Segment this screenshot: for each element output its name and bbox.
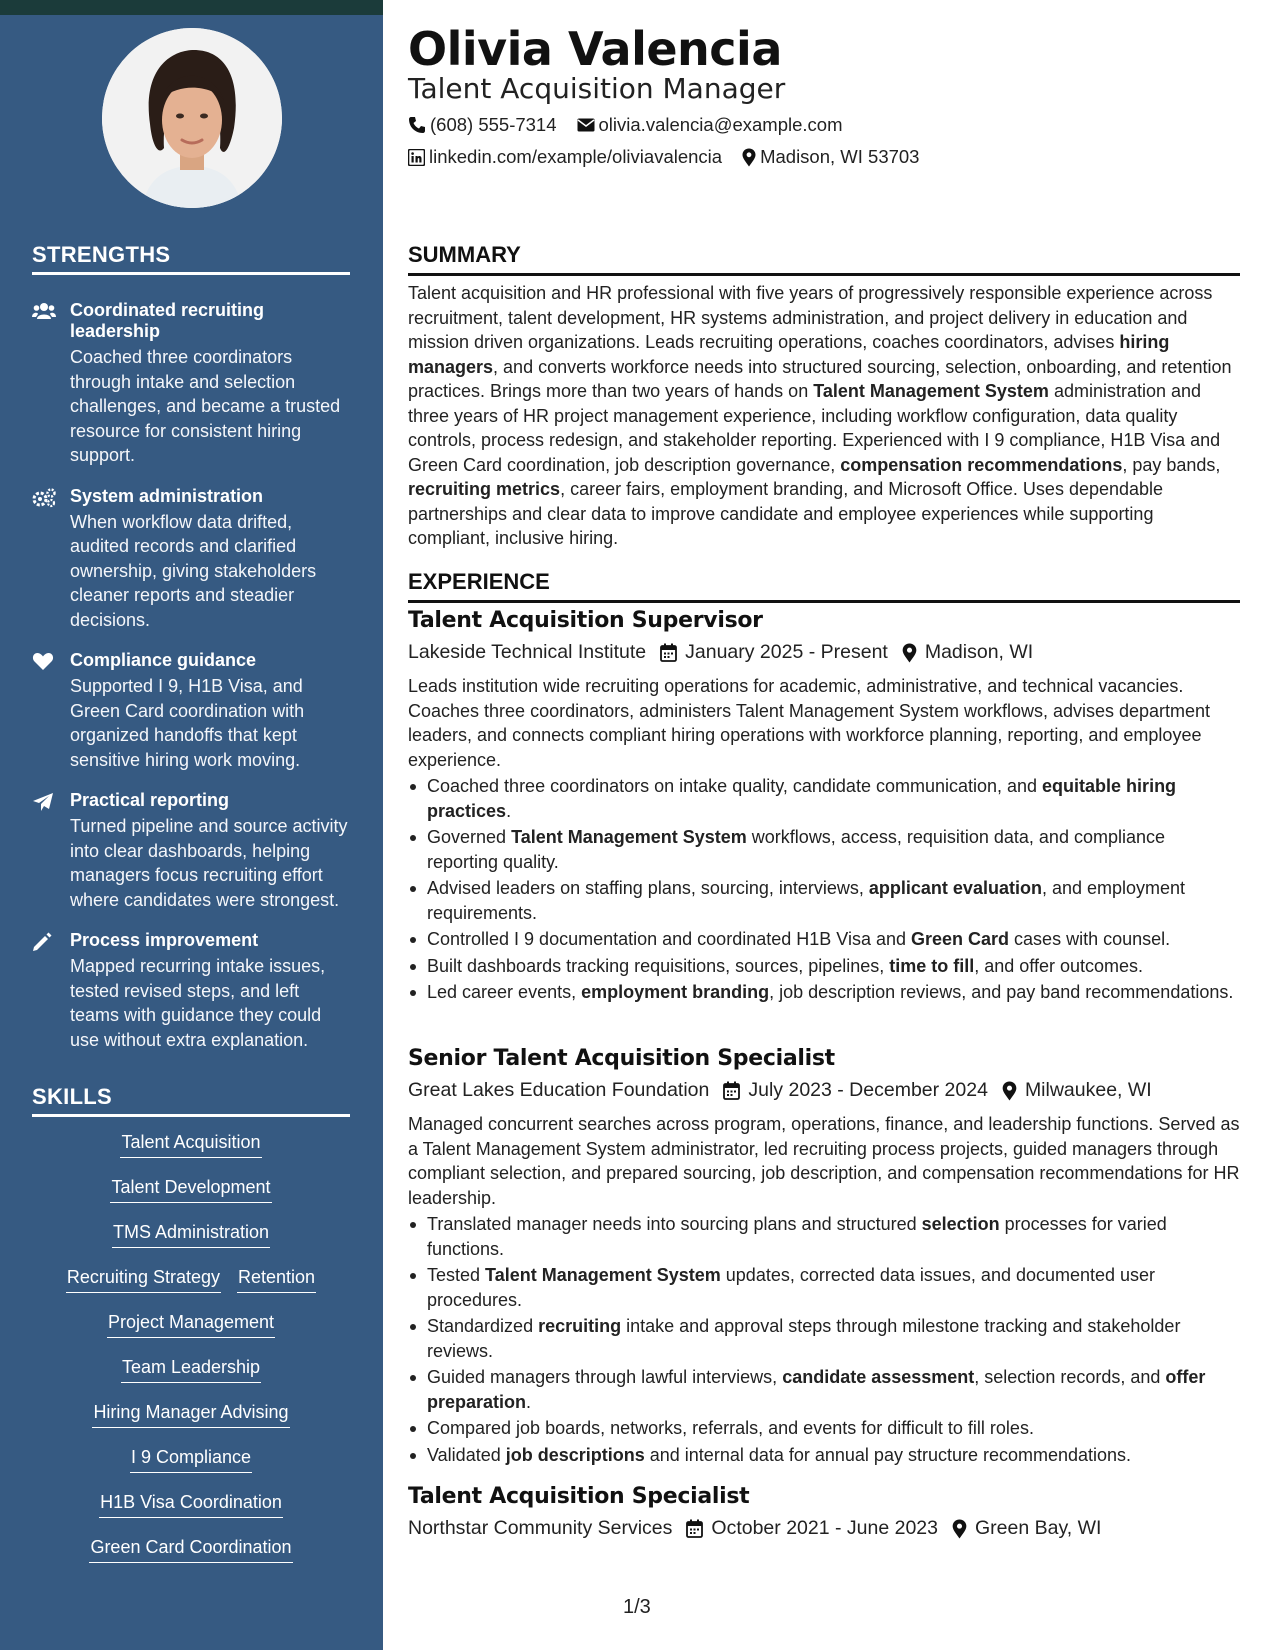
job-description: Leads institution wide recruiting operations for academic, administrative, and technical vacancies. Coaches three coordinators, administers Talent Management System workflows, advises department leaders, and connects compliant hiring operations with workforce planning, reporting, and employee experience. bbox=[408, 676, 1211, 770]
summary-heading: SUMMARY bbox=[408, 242, 1240, 276]
job-meta bbox=[408, 1079, 1240, 1102]
email-link[interactable]: olivia.valencia@example.com bbox=[598, 114, 843, 135]
skill-tag: Green Card Coordination bbox=[89, 1535, 292, 1563]
job-bullets bbox=[408, 1212, 1240, 1467]
job-description: Managed concurrent searches across program, operations, finance, and leadership functions. Served as a Talent Management System administrator, led recruiting process projects, guided managers through compliant selection, and prepared sourcing, job description, and compensation recommendations for HR leadership. bbox=[408, 1114, 1240, 1208]
strength-item bbox=[32, 486, 352, 633]
phone-number: (608) 555-7314 bbox=[430, 114, 557, 135]
job-bullets bbox=[408, 774, 1240, 1005]
job-title: Senior Talent Acquisition Specialist bbox=[408, 1046, 835, 1071]
strengths-list bbox=[32, 300, 352, 1070]
strength-item bbox=[32, 790, 352, 912]
strength-title: Coordinated recruiting leadership bbox=[70, 300, 265, 341]
strength-desc: Mapped recurring intake issues, tested revised steps, and left teams with guidance they could use without extra explanation. bbox=[70, 956, 326, 1050]
list-item: Led career events, employment branding, job description reviews, and pay band recommendations. bbox=[408, 980, 1240, 1005]
list-item: Compared job boards, networks, referrals, and events for difficult to fill roles. bbox=[408, 1416, 1240, 1441]
strength-desc: Turned pipeline and source activity into clear dashboards, helping managers focus recruiting effort where candidates were strongest. bbox=[70, 816, 348, 910]
strength-desc: Coached three coordinators through intake and selection challenges, and became a trusted resource for consistent hiring support. bbox=[70, 347, 341, 465]
list-item: Governed Talent Management System workflows, access, requisition data, and compliance reporting quality. bbox=[408, 825, 1240, 874]
list-item: Guided managers through lawful interviews, candidate assessment, selection records, and offer preparation. bbox=[408, 1365, 1240, 1414]
phone-icon bbox=[408, 116, 426, 134]
job-dates: October 2021 - June 2023 bbox=[711, 1517, 938, 1539]
strength-item bbox=[32, 300, 352, 468]
experience-heading: EXPERIENCE bbox=[408, 569, 1240, 603]
skill-tag: Recruiting Strategy bbox=[66, 1265, 221, 1293]
paper-plane-icon bbox=[32, 790, 70, 912]
calendar-icon bbox=[686, 1519, 703, 1538]
sidebar-top-bar bbox=[0, 0, 383, 15]
candidate-name: Olivia Valencia bbox=[408, 22, 782, 76]
map-pin-icon bbox=[1002, 1081, 1017, 1101]
job-dates: January 2025 - Present bbox=[685, 641, 888, 663]
list-item: Translated manager needs into sourcing plans and structured selection processes for varied functions. bbox=[408, 1212, 1240, 1261]
envelope-icon bbox=[577, 118, 595, 132]
list-item: Tested Talent Management System updates, corrected data issues, and documented user procedures. bbox=[408, 1263, 1240, 1312]
contact-row bbox=[408, 146, 935, 168]
strengths-heading: STRENGTHS bbox=[32, 242, 350, 275]
strength-title: Process improvement bbox=[70, 930, 259, 950]
linkedin-link[interactable]: linkedin.com/example/oliviavalencia bbox=[429, 146, 723, 167]
candidate-role: Talent Acquisition Manager bbox=[408, 72, 786, 105]
map-pin-icon bbox=[742, 148, 756, 167]
job-title: Talent Acquisition Supervisor bbox=[408, 608, 763, 633]
job-entry bbox=[408, 608, 1240, 1007]
strength-title: System administration bbox=[70, 485, 264, 506]
skill-tag: Hiring Manager Advising bbox=[92, 1400, 289, 1428]
sidebar bbox=[0, 0, 383, 1650]
strength-title: Practical reporting bbox=[70, 790, 230, 810]
strength-item bbox=[32, 650, 352, 772]
list-item: Standardized recruiting intake and approval steps through milestone tracking and stakeholder reviews. bbox=[408, 1314, 1240, 1363]
job-org: Great Lakes Education Foundation bbox=[408, 1079, 710, 1101]
summary-text: Talent acquisition and HR professional with five years of progressively responsible experience across recruitment, talent development, HR systems administration, and project delivery in education and mission driven organizations. Leads recruiting operations, coaches coordinators, advises hiring managers, and converts workforce needs into structured sourcing, selection, onboarding, and retention practices. Brings more than two years of hands on Talent Management System administration and three years of HR project management experience, including workflow configuration, data quality controls, process redesign, and stakeholder reporting. Experienced with I 9 compliance, H1B Visa and Green Card coordination, job description governance, compensation recommendations, pay bands, recruiting metrics, career fairs, employment branding, and Microsoft Office. Uses dependable partnerships and clear data to improve candidate and employee experiences while supporting compliant, inclusive hiring. bbox=[408, 283, 1232, 548]
list-item: Controlled I 9 documentation and coordinated H1B Visa and Green Card cases with counsel. bbox=[408, 927, 1240, 952]
strength-title: Compliance guidance bbox=[70, 650, 257, 670]
gears-icon bbox=[32, 486, 70, 633]
skills-list bbox=[32, 1130, 350, 1580]
map-pin-icon bbox=[902, 643, 917, 663]
job-title: Talent Acquisition Specialist bbox=[408, 1484, 750, 1509]
job-meta bbox=[408, 1517, 1240, 1540]
linkedin-icon bbox=[408, 149, 425, 166]
skill-tag: Retention bbox=[237, 1265, 316, 1293]
skill-tag: TMS Administration bbox=[112, 1220, 270, 1248]
strength-desc: When workflow data drifted, audited records and clarified ownership, giving stakeholders cleaner reports and steadier decisions. bbox=[70, 511, 317, 630]
skill-tag: H1B Visa Coordination bbox=[99, 1490, 283, 1518]
skill-tag: Talent Development bbox=[110, 1175, 271, 1203]
map-pin-icon bbox=[952, 1519, 967, 1539]
job-org: Lakeside Technical Institute bbox=[408, 641, 647, 663]
job-location: Madison, WI bbox=[924, 641, 1034, 663]
heart-icon bbox=[32, 650, 70, 772]
skill-tag: I 9 Compliance bbox=[130, 1445, 252, 1473]
list-item: Coached three coordinators on intake quality, candidate communication, and equitable hiring practices. bbox=[408, 774, 1240, 823]
calendar-icon bbox=[660, 643, 677, 662]
skills-heading: SKILLS bbox=[32, 1084, 350, 1117]
list-item: Validated job descriptions and internal data for annual pay structure recommendations. bbox=[408, 1443, 1240, 1468]
profile-photo bbox=[102, 28, 282, 208]
users-icon bbox=[32, 300, 70, 468]
calendar-icon bbox=[723, 1081, 740, 1100]
job-location: Green Bay, WI bbox=[974, 1517, 1102, 1539]
job-entry bbox=[408, 1046, 1240, 1469]
job-org: Northstar Community Services bbox=[408, 1517, 673, 1539]
skill-tag: Team Leadership bbox=[121, 1355, 261, 1383]
contact-row bbox=[408, 114, 858, 136]
job-entry bbox=[408, 1484, 1240, 1540]
job-meta bbox=[408, 641, 1240, 664]
strength-item bbox=[32, 930, 352, 1052]
skill-tag: Project Management bbox=[107, 1310, 275, 1338]
list-item: Advised leaders on staffing plans, sourcing, interviews, applicant evaluation, and employment requirements. bbox=[408, 876, 1240, 925]
job-dates: July 2023 - December 2024 bbox=[748, 1079, 988, 1101]
pencil-icon bbox=[32, 930, 70, 1052]
list-item: Built dashboards tracking requisitions, sources, pipelines, time to fill, and offer outcomes. bbox=[408, 954, 1240, 979]
location-text: Madison, WI 53703 bbox=[760, 146, 920, 167]
page-number: 1/3 bbox=[623, 1596, 651, 1618]
job-location: Milwaukee, WI bbox=[1024, 1079, 1152, 1101]
skill-tag: Talent Acquisition bbox=[120, 1130, 261, 1158]
strength-desc: Supported I 9, H1B Visa, and Green Card coordination with organized handoffs that kept sensitive hiring work moving. bbox=[70, 676, 305, 770]
